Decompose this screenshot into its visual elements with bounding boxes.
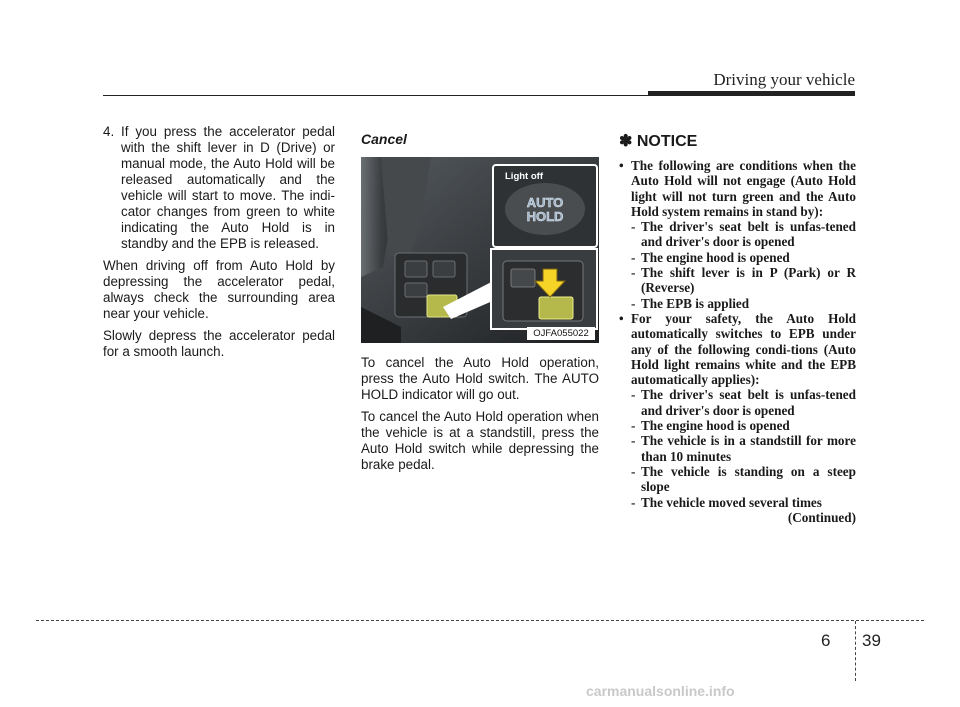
notice-dash-item: - The vehicle is in a standstill for more than 10 minutes	[631, 433, 856, 464]
section-number: 6	[821, 631, 831, 650]
callout-text-hold: HOLD	[526, 209, 564, 224]
continued-label: (Continued)	[787, 509, 856, 525]
footer-rule	[36, 620, 924, 621]
notice-dash-item: - The vehicle is standing on a steep slope	[631, 463, 856, 495]
paragraph: To cancel the Auto Hold operation when the vehicle is at a standstill, press the Auto Hold switch while depressing the brake pedal.	[361, 409, 599, 472]
paragraph: To cancel the Auto Hold operation, press the Auto Hold switch. The AUTO HOLD indicator will go out.	[361, 355, 599, 402]
section-title: Driving your vehicle	[713, 70, 855, 89]
auto-hold-switch-figure	[361, 157, 599, 343]
callout-text-auto: AUTO	[526, 195, 564, 210]
notice-title: ✽ NOTICE	[619, 133, 698, 150]
notice-dash-item: - The EPB is applied	[631, 295, 750, 311]
left-column	[103, 124, 335, 366]
callout-label: Light off	[505, 171, 543, 182]
watermark: carmanualsonline.info	[586, 683, 735, 699]
notice-dash-item: - The shift lever is in P (Park) or R (Reverse)	[631, 265, 856, 296]
cancel-heading: Cancel	[361, 131, 407, 147]
step-number: 4.	[103, 124, 115, 139]
footer-divider	[855, 621, 856, 681]
step-4	[103, 124, 335, 252]
paragraph: When driving off from Auto Hold by depressing the accelerator pedal, always check the surrounding area near your vehicle.	[103, 258, 335, 321]
notice-bullet: • The following are conditions when the Auto Hold will not engage (Auto Hold light will not turn green and the Auto Hold system remains in stand by):	[619, 158, 856, 219]
notice-dash-item: - The vehicle moved several times	[631, 494, 822, 510]
notice-box	[619, 132, 856, 525]
paragraph: Slowly depress the accelerator pedal for a smooth launch.	[103, 328, 335, 359]
header-rule-accent	[648, 91, 855, 96]
notice-dash-item: - The driver's seat belt is unfas-tened and driver's door is opened	[631, 219, 856, 250]
figure-code: OJFA055022	[527, 327, 595, 340]
notice-symbol-icon: ✽	[619, 133, 633, 150]
middle-column	[361, 131, 599, 479]
notice-dash-item: - The engine hood is opened	[631, 249, 790, 265]
notice-bullet: • For your safety, the Auto Hold automatically switches to EPB under any of the following condi-tions (Auto Hold light remains white and the EPB automatically applies):	[619, 310, 856, 388]
notice-dash-item: - The engine hood is opened	[631, 418, 790, 434]
step-text: If you press the accelerator pedal with the shift lever in D (Drive) or manual mode, the Auto Hold will be released automatically and the vehicle will start to move. The indi-cator changes from green to white indicating the Auto Hold is in standby and the EPB is released.	[121, 124, 335, 251]
console-illustration	[361, 157, 599, 343]
notice-dash-item: - The driver's seat belt is unfas-tened and driver's door is opened	[631, 387, 856, 418]
page-number: 39	[862, 631, 881, 650]
